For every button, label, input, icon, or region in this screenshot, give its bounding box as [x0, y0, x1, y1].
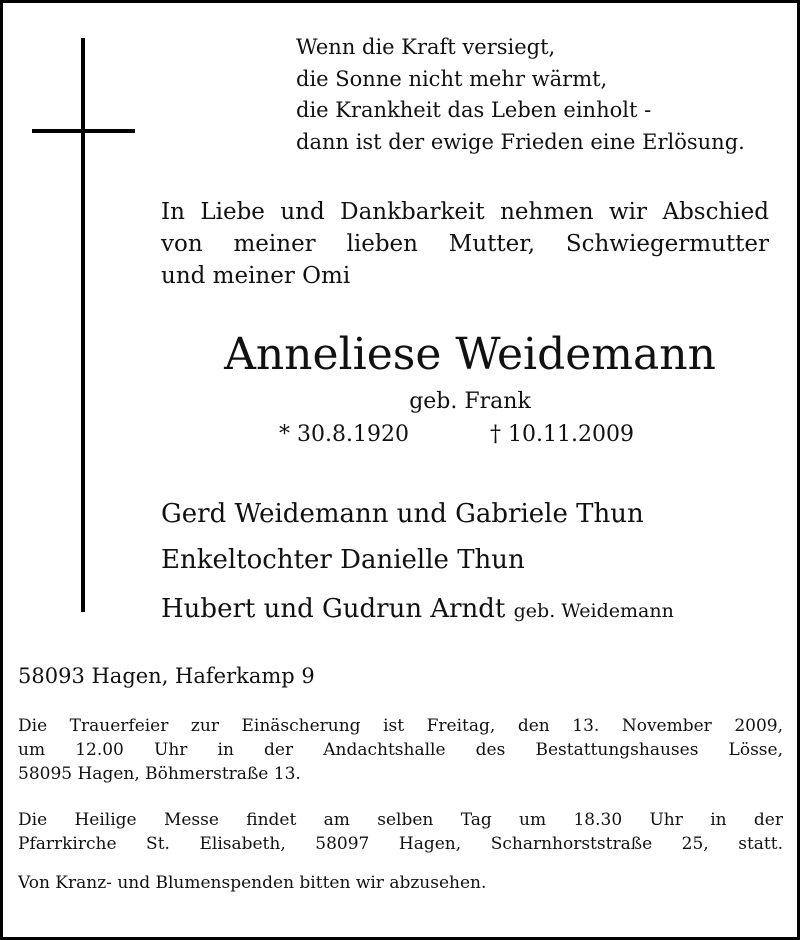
- mass-notice: [18, 808, 783, 856]
- deceased-name: Anneliese Weidemann: [224, 329, 716, 380]
- notice-line: um 12.00 Uhr in der Andachtshalle des Bestattungshauses Lösse,: [18, 740, 783, 760]
- poem-line: die Sonne nicht mehr wärmt,: [296, 66, 608, 91]
- poem-line: dann ist der ewige Frieden eine Erlösung.: [296, 129, 745, 154]
- mourner-entry: [161, 542, 525, 578]
- death-date: † 10.11.2009: [490, 422, 634, 447]
- family-address: 58093 Hagen, Haferkamp 9: [18, 664, 315, 688]
- farewell-line: In Liebe und Dankbarkeit nehmen wir Abschied: [161, 199, 769, 225]
- notice-line: Pfarrkirche St. Elisabeth, 58097 Hagen, Scharnhorststraße 25, statt.: [18, 834, 783, 854]
- poem-line: die Krankheit das Leben einholt -: [296, 98, 652, 122]
- mourner-name: Hubert und Gudrun Arndt: [161, 594, 506, 624]
- cross-horizontal-bar: [32, 129, 135, 133]
- notice-line: 58095 Hagen, Böhmerstraße 13.: [18, 764, 301, 784]
- farewell-line: und meiner Omi: [161, 263, 351, 289]
- notice-line: Die Trauerfeier zur Einäscherung ist Freitag, den 13. November 2009,: [18, 716, 783, 736]
- poem-line: Wenn die Kraft versiegt,: [296, 35, 556, 59]
- mourner-note: geb. Weidemann: [513, 600, 674, 622]
- birth-date: * 30.8.1920: [279, 422, 409, 447]
- maiden-name: geb. Frank: [409, 389, 531, 414]
- funeral-notice: [18, 714, 783, 786]
- mourner-entry: [161, 591, 674, 629]
- mourner-name: Gerd Weidemann und Gabriele Thun: [161, 499, 644, 529]
- flowers-notice: [18, 871, 783, 895]
- poem: [296, 32, 786, 158]
- farewell-text: [161, 196, 769, 292]
- mourner-entry: [161, 496, 644, 532]
- mourner-name: Enkeltochter Danielle Thun: [161, 545, 525, 575]
- farewell-line: von meiner lieben Mutter, Schwiegermutter: [161, 231, 769, 257]
- notice-line: Von Kranz- und Blumenspenden bitten wir abzusehen.: [18, 873, 487, 893]
- notice-line: Die Heilige Messe findet am selben Tag um 18.30 Uhr in der: [18, 810, 783, 830]
